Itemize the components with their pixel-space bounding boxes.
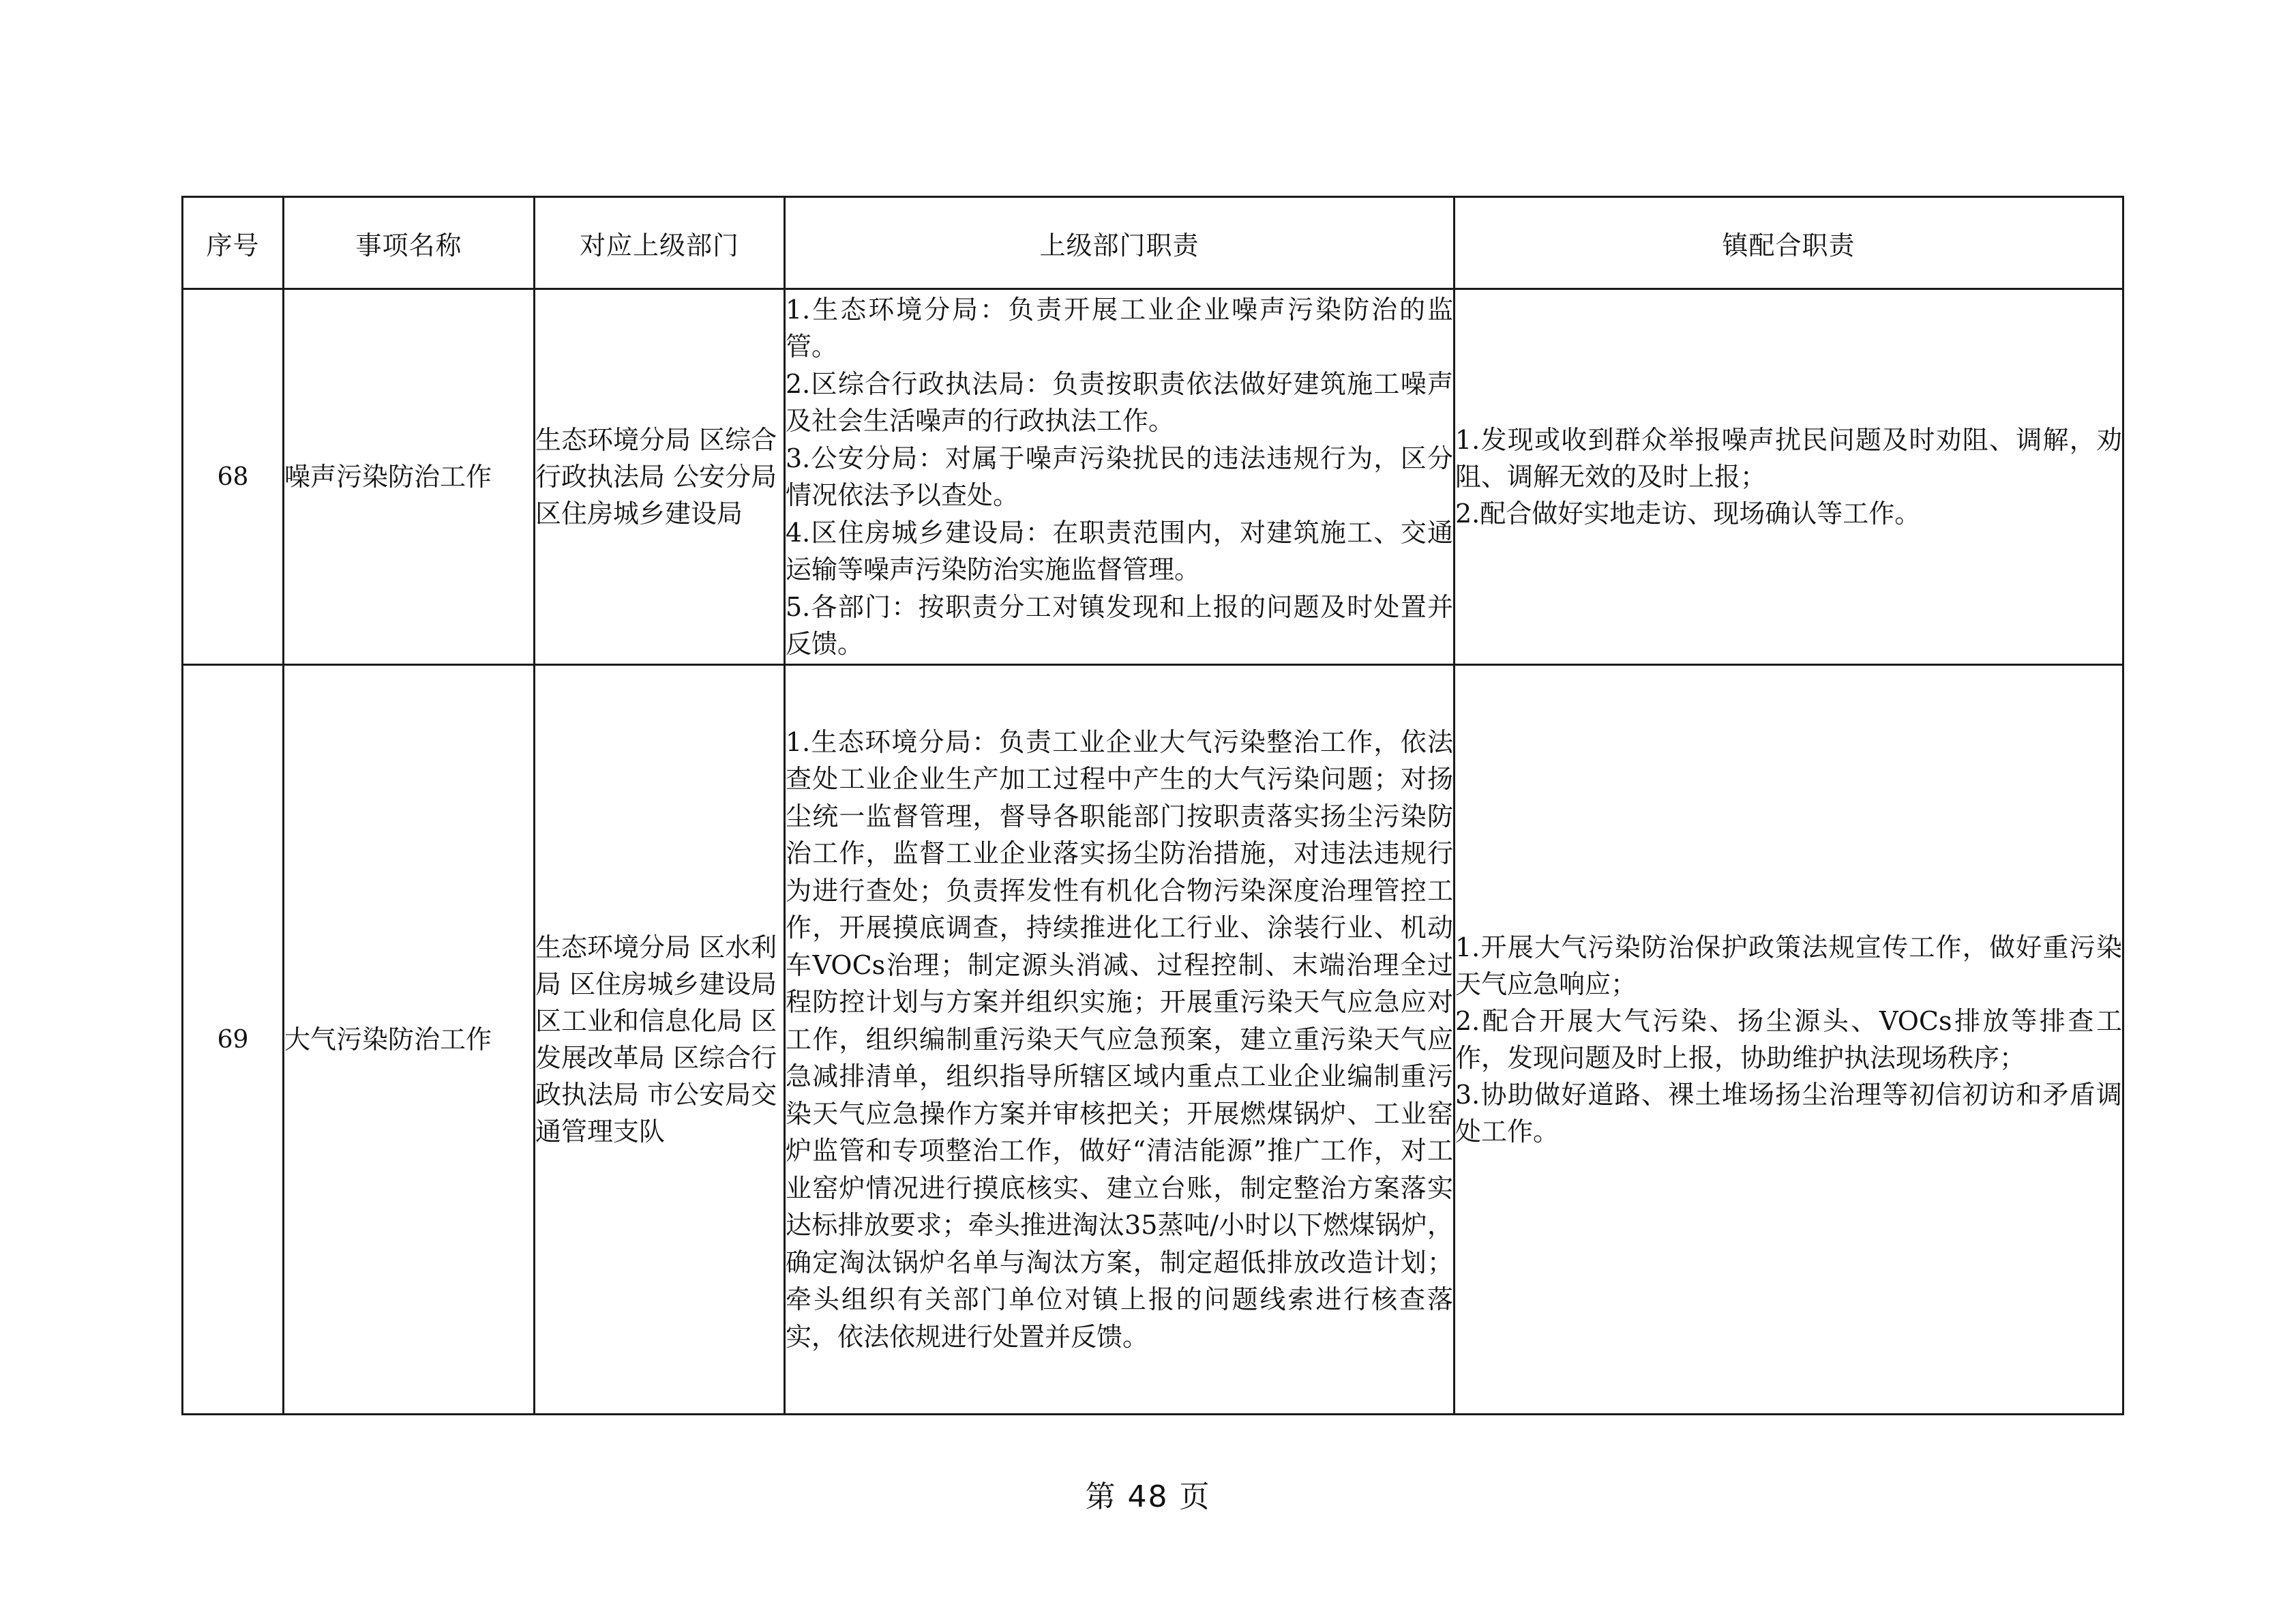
coop-item: 3.协助做好道路、裸土堆场扬尘治理等初信初访和矛盾调处工作。 xyxy=(1455,1080,2122,1147)
duty-item: 3.公安分局：对属于噪声污染扰民的违法违规行为，区分情况依法予以查处。 xyxy=(786,443,1453,510)
row-superior-duty xyxy=(785,289,1455,665)
row-superior-dept: 生态环境分局 区综合行政执法局 公安分局 区住房城乡建设局 xyxy=(535,289,785,665)
row-superior-duty xyxy=(785,665,1455,1415)
row-superior-dept: 生态环境分局 区水利局 区住房城乡建设局 区工业和信息化局 区发展改革局 区综合行政执法局 市公安局交通管理支队 xyxy=(535,665,785,1415)
coop-item: 1.发现或收到群众举报噪声扰民问题及时劝阻、调解，劝阻、调解无效的及时上报； xyxy=(1455,425,2122,492)
duty-item: 1.生态环境分局：负责工业企业大气污染整治工作，依法查处工业企业生产加工过程中产生的大气污染问题；对扬尘统一监督管理，督导各职能部门按职责落实扬尘污染防治工作，监督工业企业落实扬尘防治措施，对违法违规行为进行查处；负责挥发性有机化合物污染深度治理管控工作，开展摸底调查，持续推进化工行业、涂装行业、机动车VOCs治理；制定源头消减、过程控制、末端治理全过程防控计划与方案并组织实施；开展重污染天气应急应对工作，组织编制重污染天气应急预案，建立重污染天气应急减排清单，组织指导所辖区域内重点工业企业编制重污染天气应急操作方案并审核把关；开展燃煤锅炉、工业窑炉监管和专项整治工作，做好“清洁能源”推广工作，对工业窑炉情况进行摸底核实、建立台账，制定整治方案落实达标排放要求；牵头推进淘汰35蒸吨/小时以下燃煤锅炉，确定淘汰锅炉名单与淘汰方案，制定超低排放改造计划；牵头组织有关部门单位对镇上报的问题线索进行核查落实，依法依规进行处置并反馈。 xyxy=(786,726,1453,1352)
duty-table xyxy=(181,196,2124,1415)
header-item-name: 事项名称 xyxy=(284,197,535,289)
duty-item: 5.各部门：按职责分工对镇发现和上报的问题及时处置并反馈。 xyxy=(786,591,1453,659)
page-number: 第 48 页 xyxy=(1085,1479,1211,1514)
duty-item: 1.生态环境分局：负责开展工业企业噪声污染防治的监管。 xyxy=(786,294,1453,361)
header-num: 序号 xyxy=(183,197,284,289)
row-town-duty xyxy=(1455,289,2123,665)
row-town-duty xyxy=(1455,665,2123,1415)
coop-item: 1.开展大气污染防治保护政策法规宣传工作，做好重污染天气应急响应； xyxy=(1455,932,2122,999)
header-superior-duty: 上级部门职责 xyxy=(785,197,1455,289)
header-town-duty: 镇配合职责 xyxy=(1455,197,2123,289)
table-header-row xyxy=(183,197,2123,289)
table-row xyxy=(183,289,2123,665)
header-superior-dept: 对应上级部门 xyxy=(535,197,785,289)
row-item-name: 噪声污染防治工作 xyxy=(284,289,535,665)
duty-item: 4.区住房城乡建设局：在职责范围内，对建筑施工、交通运输等噪声污染防治实施监督管理。 xyxy=(786,517,1453,585)
row-item-name: 大气污染防治工作 xyxy=(284,665,535,1415)
coop-item: 2.配合开展大气污染、扬尘源头、VOCs排放等排查工作，发现问题及时上报，协助维护执法现场秩序； xyxy=(1455,1006,2122,1073)
row-num: 69 xyxy=(183,665,284,1415)
row-num: 68 xyxy=(183,289,284,665)
coop-item: 2.配合做好实地走访、现场确认等工作。 xyxy=(1455,499,1921,529)
table-row xyxy=(183,665,2123,1415)
duty-item: 2.区综合行政执法局：负责按职责依法做好建筑施工噪声及社会生活噪声的行政执法工作。 xyxy=(786,368,1453,436)
